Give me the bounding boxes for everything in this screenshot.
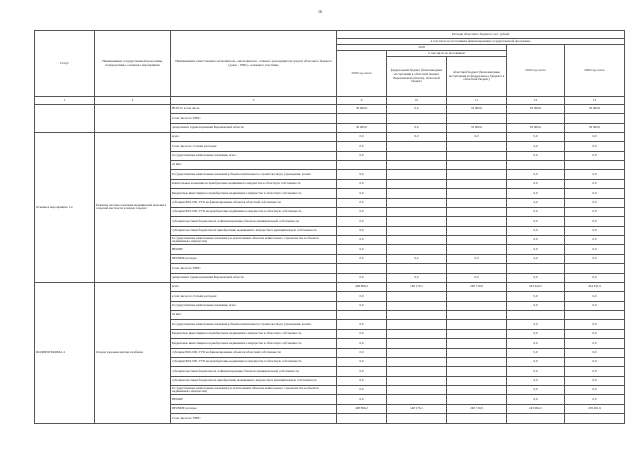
y2019-cell: 0,0 xyxy=(507,395,565,404)
column-number-row xyxy=(35,97,625,105)
y2020-cell: 0,0 xyxy=(565,207,625,216)
federal-cell: 0,0 xyxy=(387,123,447,132)
executor-cell: Государственные капитальные вложения, всего xyxy=(171,151,337,160)
y2019-cell: 0,0 xyxy=(507,273,565,282)
y2020-cell: 0,0 xyxy=(565,198,625,207)
y2020-cell: 0,0 xyxy=(565,132,625,141)
regional-cell xyxy=(447,189,507,198)
total-cell: 0,0 xyxy=(337,198,387,207)
y2019-cell: 0,0 xyxy=(507,132,565,141)
y2020-cell: 0,0 xyxy=(565,301,625,310)
total-cell: 408 896,2 xyxy=(337,282,387,291)
total-cell: 0,0 xyxy=(337,292,387,301)
header-expenses: Расходы областного бюджета, тыс. рублей xyxy=(337,31,625,39)
y2020-cell: 93 000,0 xyxy=(565,123,625,132)
regional-cell xyxy=(447,226,507,235)
y2019-cell xyxy=(507,264,565,273)
y2020-cell: 0,0 xyxy=(565,179,625,188)
regional-cell xyxy=(447,217,507,226)
total-cell: 0,0 xyxy=(337,132,387,141)
executor-cell: Бюджетные инвестиции на приобретение недвижимого имущества в областную собственность xyxy=(171,189,337,198)
executor-cell: из них: xyxy=(171,161,337,170)
y2020-cell: 0,0 xyxy=(565,348,625,357)
federal-cell xyxy=(387,207,447,216)
federal-cell xyxy=(387,414,447,423)
regional-cell: 33 000,0 xyxy=(447,104,507,113)
header-regional: областной бюджет (безвозмездные поступления из федерального бюджета в областной бюджет) xyxy=(447,57,507,97)
regional-cell: 260 719,9 xyxy=(447,404,507,413)
regional-cell xyxy=(447,329,507,338)
y2019-cell xyxy=(507,311,565,320)
y2019-cell: 0,0 xyxy=(507,179,565,188)
federal-cell xyxy=(387,357,447,366)
executor-cell: субсидии местным бюджетам на приобретение недвижимого имущества в муниципальную собственность xyxy=(171,376,337,385)
regional-cell xyxy=(447,395,507,404)
y2019-cell: 0,0 xyxy=(507,329,565,338)
program-name-cell xyxy=(95,104,171,132)
y2019-cell: 0,0 xyxy=(507,236,565,245)
federal-cell xyxy=(387,236,447,245)
total-cell: 0,0 xyxy=(337,329,387,338)
total-cell xyxy=(337,161,387,170)
executor-cell: субсидии ЮЛ, ИП, ГУП на приобретение недвижимого имущества в областную собственность xyxy=(171,207,337,216)
federal-cell xyxy=(387,395,447,404)
executor-cell: Государственные капитальные вложения, всего xyxy=(171,301,337,310)
total-cell: 0,0 xyxy=(337,236,387,245)
executor-cell: субсидии ЮЛ, ИП, ГУП на приобретение недвижимого имущества в областную собственность xyxy=(171,357,337,366)
col-num: 3 xyxy=(171,97,337,105)
y2019-cell: 0,0 xyxy=(507,170,565,179)
y2019-cell: 93 000,0 xyxy=(507,123,565,132)
y2020-cell: 0,0 xyxy=(565,376,625,385)
executor-cell: в том числе по статьям расходов: xyxy=(171,292,337,301)
y2020-cell xyxy=(565,264,625,273)
y2020-cell: 0,0 xyxy=(565,395,625,404)
regional-cell xyxy=(447,348,507,357)
y2020-cell: 0,0 xyxy=(565,320,625,329)
federal-cell xyxy=(387,161,447,170)
y2019-cell: 0,0 xyxy=(507,367,565,376)
total-cell: 0,0 xyxy=(337,348,387,357)
regional-cell xyxy=(447,311,507,320)
total-cell: 0,0 xyxy=(337,376,387,385)
y2019-cell: 0,0 xyxy=(507,254,565,263)
y2019-cell: 0,0 xyxy=(507,189,565,198)
y2020-cell xyxy=(565,114,625,123)
regional-cell xyxy=(447,161,507,170)
executor-cell: ВСЕГО, в том числе xyxy=(171,104,337,113)
regional-cell: 0,0 xyxy=(447,273,507,282)
executor-cell: из них: xyxy=(171,311,337,320)
status-cell: ПОДПРОГРАММА 4 xyxy=(35,282,95,423)
federal-cell xyxy=(387,320,447,329)
y2020-cell: 244 431,9 xyxy=(565,282,625,291)
federal-cell xyxy=(387,348,447,357)
total-cell: 0,0 xyxy=(337,245,387,254)
federal-cell xyxy=(387,179,447,188)
y2019-cell: 0,0 xyxy=(507,339,565,348)
total-cell xyxy=(337,414,387,423)
executor-cell: субсидии ЮЛ, ИП, ГУП на финансирование объектов областной собственности xyxy=(171,348,337,357)
executor-cell: НИОКР xyxy=(171,245,337,254)
budget-table xyxy=(34,30,625,424)
executor-cell: Бюджетные инвестиции на приобретение недвижимого имущества в областную собственность xyxy=(171,339,337,348)
col-num: 12 xyxy=(507,97,565,105)
y2020-cell: 0,0 xyxy=(565,367,625,376)
y2019-cell: 0,0 xyxy=(507,348,565,357)
federal-cell xyxy=(387,170,447,179)
regional-cell xyxy=(447,114,507,123)
federal-cell xyxy=(387,198,447,207)
y2020-cell: 0,0 xyxy=(565,236,625,245)
y2020-cell: 0,0 xyxy=(565,142,625,151)
y2019-cell: 0,0 xyxy=(507,151,565,160)
total-cell: 0,0 xyxy=(337,142,387,151)
federal-cell: 148 176,1 xyxy=(387,282,447,291)
y2020-cell: 0,0 xyxy=(565,245,625,254)
executor-cell: ПРОЧИЕ расходы xyxy=(171,404,337,413)
executor-cell: в том числе по ГРБС: xyxy=(171,114,337,123)
col-num: 2 xyxy=(95,97,171,105)
federal-cell xyxy=(387,329,447,338)
total-cell: 0,0 xyxy=(337,217,387,226)
y2019-cell: 0,0 xyxy=(507,301,565,310)
y2020-cell: 239 001,9 xyxy=(565,404,625,413)
program-name-cell: Охрана здоровья матери и ребенка xyxy=(95,282,171,423)
executor-cell: департамент здравоохранения Воронежской области xyxy=(171,273,337,282)
total-cell: 0,0 xyxy=(337,151,387,160)
y2019-cell: 0,0 xyxy=(507,226,565,235)
regional-cell: 33 000,0 xyxy=(447,123,507,132)
status-cell: Основное мероприятие 1.4 xyxy=(35,132,95,282)
federal-cell: 0,0 xyxy=(387,254,447,263)
table-row xyxy=(35,104,625,113)
regional-cell xyxy=(447,376,507,385)
total-cell: 0,0 xyxy=(337,254,387,263)
total-cell xyxy=(337,264,387,273)
federal-cell xyxy=(387,226,447,235)
total-cell xyxy=(337,114,387,123)
header-year-2018: 2018 xyxy=(337,45,507,51)
col-num: 11 xyxy=(447,97,507,105)
y2019-cell: 0,0 xyxy=(507,357,565,366)
regional-cell xyxy=(447,357,507,366)
total-cell: 0,0 xyxy=(337,395,387,404)
table-row xyxy=(35,282,625,291)
y2020-cell xyxy=(565,311,625,320)
regional-cell xyxy=(447,386,507,395)
federal-cell xyxy=(387,151,447,160)
regional-cell xyxy=(447,264,507,273)
y2020-cell: 0,0 xyxy=(565,329,625,338)
total-cell: 0,0 xyxy=(337,179,387,188)
federal-cell: 148 176,1 xyxy=(387,404,447,413)
federal-cell xyxy=(387,142,447,151)
regional-cell: 0,0 xyxy=(447,254,507,263)
federal-cell xyxy=(387,311,447,320)
y2019-cell xyxy=(507,414,565,423)
executor-cell: департамент здравоохранения Воронежской области xyxy=(171,123,337,132)
executor-cell: в том числе по ГРБС: xyxy=(171,414,337,423)
executor-cell: Государственные капитальные вложения (за исключением объектов капитального строительства и объектов недвижимого имущества) xyxy=(171,236,337,245)
header-executors: Наименование ответственного исполнителя, соисполнителя - главного распорядителя средств областного бюджета (далее - ГРБС), основного участника xyxy=(171,31,337,97)
regional-cell xyxy=(447,320,507,329)
total-cell: 0,0 xyxy=(337,273,387,282)
federal-cell xyxy=(387,386,447,395)
y2019-cell xyxy=(507,114,565,123)
header-2019: 2019 год, всего xyxy=(507,45,565,97)
program-name-cell: Развитие системы оказания медицинской помощи в сельской местности и малых городах xyxy=(95,132,171,282)
header-2020: 2020 год, всего xyxy=(565,45,625,97)
executor-cell: Государственные капитальные вложения (объекты капитального строительства) в учреждения, из них: xyxy=(171,320,337,329)
regional-cell: 0,0 xyxy=(447,132,507,141)
y2019-cell: 243 904,5 xyxy=(507,404,565,413)
y2019-cell: 0,0 xyxy=(507,376,565,385)
executor-cell: НИОКР xyxy=(171,395,337,404)
federal-cell xyxy=(387,114,447,123)
y2020-cell: 0,0 xyxy=(565,151,625,160)
total-cell: 0,0 xyxy=(337,301,387,310)
federal-cell: 0,0 xyxy=(387,132,447,141)
executor-cell: субсидии местным бюджетам на софинансирование объектов муниципальной собственности xyxy=(171,217,337,226)
y2020-cell: 93 000,0 xyxy=(565,104,625,113)
executor-cell: в том числе по статьям расходов: xyxy=(171,142,337,151)
total-cell: 0,0 xyxy=(337,207,387,216)
col-num: 10 xyxy=(387,97,447,105)
regional-cell: 260 719,9 xyxy=(447,282,507,291)
executor-cell: всего xyxy=(171,132,337,141)
y2019-cell: 0,0 xyxy=(507,198,565,207)
regional-cell xyxy=(447,236,507,245)
page-number: 16 xyxy=(318,9,322,14)
executor-cell: Государственные капитальные вложения (объекты капитального строительства) в учреждения, из них: xyxy=(171,170,337,179)
y2020-cell: 0,0 xyxy=(565,254,625,263)
federal-cell xyxy=(387,339,447,348)
total-cell: 0,0 xyxy=(337,226,387,235)
total-cell: 0,0 xyxy=(337,367,387,376)
y2019-cell: 243 424,5 xyxy=(507,282,565,291)
federal-cell xyxy=(387,217,447,226)
executor-cell: субсидии ЮЛ, ИП, ГУП на финансирование объектов областной собственности xyxy=(171,198,337,207)
y2020-cell: 0,0 xyxy=(565,189,625,198)
y2020-cell xyxy=(565,161,625,170)
total-cell xyxy=(337,311,387,320)
y2019-cell: 93 000,0 xyxy=(507,104,565,113)
executor-cell: Бюджетные инвестиции на приобретение недвижимого имущества в областную собственность xyxy=(171,329,337,338)
regional-cell xyxy=(447,179,507,188)
total-cell: 0,0 xyxy=(337,170,387,179)
executor-cell: Капитальные вложения на приобретение недвижимого имущества в областную собственность xyxy=(171,179,337,188)
federal-cell xyxy=(387,301,447,310)
y2019-cell: 0,0 xyxy=(507,245,565,254)
total-cell: 0,0 xyxy=(337,339,387,348)
executor-cell: субсидии местным бюджетам на софинансирование объектов муниципальной собственности xyxy=(171,367,337,376)
col-num: 9 xyxy=(337,97,387,105)
federal-cell xyxy=(387,264,447,273)
executor-cell: субсидии местным бюджетам на приобретение недвижимого имущества в муниципальную собственность xyxy=(171,226,337,235)
total-cell: 39 000,0 xyxy=(337,123,387,132)
y2020-cell: 0,0 xyxy=(565,386,625,395)
federal-cell xyxy=(387,245,447,254)
federal-cell xyxy=(387,376,447,385)
y2020-cell: 0,0 xyxy=(565,217,625,226)
table-row xyxy=(35,132,625,141)
y2020-cell xyxy=(565,414,625,423)
regional-cell xyxy=(447,292,507,301)
regional-cell xyxy=(447,414,507,423)
status-cell xyxy=(35,104,95,132)
regional-cell xyxy=(447,339,507,348)
y2019-cell: 0,0 xyxy=(507,207,565,216)
y2019-cell xyxy=(507,161,565,170)
regional-cell xyxy=(447,207,507,216)
executor-cell: в том числе по ГРБС: xyxy=(171,264,337,273)
y2020-cell: 0,0 xyxy=(565,226,625,235)
regional-cell xyxy=(447,367,507,376)
federal-cell: 0,0 xyxy=(387,273,447,282)
total-cell: 0,0 xyxy=(337,320,387,329)
header-incl-sources-short: в том числе по источникам xyxy=(387,51,507,57)
total-cell: 0,0 xyxy=(337,357,387,366)
header-status: Статус xyxy=(35,31,95,97)
y2019-cell: 0,0 xyxy=(507,292,565,301)
executor-cell: ПРОЧИЕ расходы xyxy=(171,254,337,263)
regional-cell xyxy=(447,301,507,310)
y2020-cell: 0,0 xyxy=(565,170,625,179)
federal-cell: 0,0 xyxy=(387,104,447,113)
y2020-cell: 0,0 xyxy=(565,273,625,282)
regional-cell xyxy=(447,170,507,179)
y2019-cell: 0,0 xyxy=(507,142,565,151)
total-cell: 0,0 xyxy=(337,386,387,395)
header-program: Наименование государственной программы, подпрограммы, основного мероприятия xyxy=(95,31,171,97)
header-total-2018: 2018 год, всего xyxy=(337,51,387,97)
y2019-cell: 0,0 xyxy=(507,217,565,226)
y2019-cell: 0,0 xyxy=(507,386,565,395)
col-num: 13 xyxy=(565,97,625,105)
regional-cell xyxy=(447,151,507,160)
col-num: 1 xyxy=(35,97,95,105)
federal-cell xyxy=(387,189,447,198)
y2020-cell: 0,0 xyxy=(565,339,625,348)
federal-cell xyxy=(387,292,447,301)
total-cell: 0,0 xyxy=(337,189,387,198)
y2020-cell: 0,0 xyxy=(565,357,625,366)
y2020-cell: 0,0 xyxy=(565,292,625,301)
regional-cell xyxy=(447,142,507,151)
executor-cell: Государственные капитальные вложения (за исключением объектов капитального строительства и объектов недвижимого имущества) xyxy=(171,386,337,395)
regional-cell xyxy=(447,245,507,254)
header-incl-sources: в том числе по источникам финансирования государственной программы xyxy=(337,39,625,45)
total-cell: 39 000,0 xyxy=(337,104,387,113)
header-federal: федеральный бюджет (безвозмездные поступления в областной бюджет Воронежской области), областной бюджет xyxy=(387,57,447,97)
total-cell: 408 896,2 xyxy=(337,404,387,413)
federal-cell xyxy=(387,367,447,376)
executor-cell: всего xyxy=(171,282,337,291)
regional-cell xyxy=(447,198,507,207)
y2019-cell: 0,0 xyxy=(507,320,565,329)
